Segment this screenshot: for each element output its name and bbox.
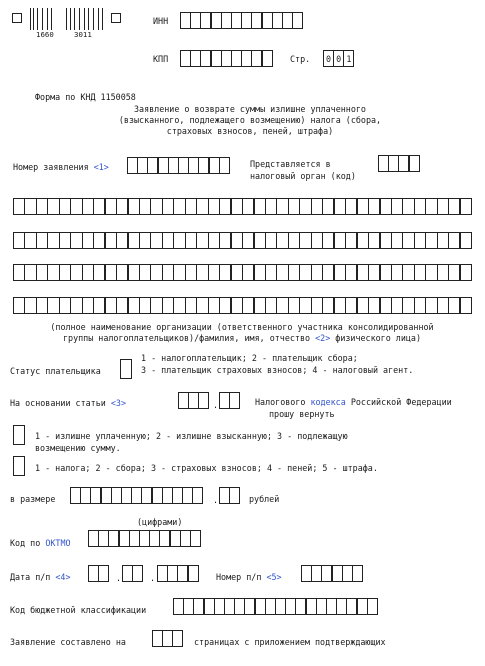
pages-label: Заявление составлено на (10, 637, 126, 647)
name-cell[interactable] (185, 232, 197, 249)
name-cell[interactable] (231, 297, 243, 314)
footnote-ref-4[interactable]: <4> (55, 572, 71, 582)
name-cell[interactable] (150, 232, 162, 249)
name-cell[interactable] (276, 232, 288, 249)
name-cell[interactable] (13, 198, 25, 215)
input-cell[interactable] (352, 565, 363, 582)
name-cell[interactable] (208, 232, 220, 249)
name-cell[interactable] (59, 264, 71, 281)
org-name-row-1[interactable] (13, 198, 471, 215)
footnote-ref-1[interactable]: <1> (93, 162, 109, 172)
name-cell[interactable] (185, 264, 197, 281)
name-cell[interactable] (70, 198, 82, 215)
name-cell[interactable] (254, 264, 266, 281)
name-cell[interactable] (208, 198, 220, 215)
name-cell[interactable] (299, 198, 311, 215)
name-cell[interactable] (128, 297, 140, 314)
payment-year-field[interactable] (157, 565, 198, 582)
name-cell[interactable] (47, 264, 59, 281)
name-cell[interactable] (208, 297, 220, 314)
date-separator-1: . (116, 573, 122, 583)
name-cell[interactable] (448, 264, 460, 281)
inn-field[interactable] (180, 12, 302, 29)
name-cell[interactable] (24, 264, 36, 281)
currency-label: рублей (249, 494, 280, 504)
input-cell[interactable] (229, 487, 240, 504)
name-cell[interactable] (414, 198, 426, 215)
input-cell[interactable] (229, 392, 240, 409)
name-cell[interactable] (437, 198, 449, 215)
refund-kind-options: 1 - излишне уплаченную; 2 - излишне взысканную; 3 - подлежащую возмещению сумму. (35, 431, 348, 453)
name-cell[interactable] (139, 198, 151, 215)
name-cell[interactable] (105, 232, 117, 249)
name-cell[interactable] (162, 297, 174, 314)
name-cell[interactable] (299, 297, 311, 314)
name-cell[interactable] (460, 232, 472, 249)
name-cell[interactable] (402, 232, 414, 249)
name-cell[interactable] (288, 264, 300, 281)
name-cell[interactable] (299, 264, 311, 281)
name-cell[interactable] (59, 297, 71, 314)
name-cell[interactable] (460, 264, 472, 281)
name-cell[interactable] (162, 264, 174, 281)
input-cell[interactable] (172, 630, 183, 647)
name-cell[interactable] (47, 297, 59, 314)
name-cell[interactable] (322, 232, 334, 249)
name-cell[interactable] (368, 297, 380, 314)
name-cell[interactable] (24, 297, 36, 314)
name-cell[interactable] (380, 232, 392, 249)
name-cell[interactable] (368, 232, 380, 249)
form-code: Форма по КНД 1150058 (35, 92, 136, 102)
payer-status-field[interactable] (120, 359, 132, 379)
name-cell[interactable] (334, 198, 346, 215)
name-cell[interactable] (13, 232, 25, 249)
name-cell[interactable] (311, 198, 323, 215)
name-cell[interactable] (82, 264, 94, 281)
input-cell[interactable] (409, 155, 420, 172)
name-cell[interactable] (196, 232, 208, 249)
name-cell[interactable] (425, 264, 437, 281)
kbk-field[interactable] (173, 598, 377, 615)
org-name-row-2[interactable] (13, 232, 471, 249)
page-digit-2: 0 (333, 50, 344, 67)
name-cell[interactable] (357, 297, 369, 314)
name-cell[interactable] (425, 297, 437, 314)
name-cell[interactable] (13, 297, 25, 314)
name-cell[interactable] (288, 232, 300, 249)
title-line-3: страховых взносов, пеней, штрафа) (166, 126, 334, 136)
name-cell[interactable] (139, 232, 151, 249)
barcode-number-right: 3011 (74, 30, 92, 39)
name-cell[interactable] (345, 264, 357, 281)
name-cell[interactable] (150, 264, 162, 281)
corner-marker-right (111, 13, 121, 23)
payment-date-label: Дата п/п <4> (10, 572, 71, 582)
input-cell[interactable] (192, 487, 203, 504)
page-digit-1: 0 (323, 50, 334, 67)
name-cell[interactable] (105, 297, 117, 314)
name-cell[interactable] (345, 297, 357, 314)
name-cell[interactable] (322, 297, 334, 314)
barcode-number-left: 1660 (36, 30, 54, 39)
payment-type-field[interactable] (13, 456, 25, 476)
input-cell[interactable] (132, 565, 143, 582)
name-cell[interactable] (311, 232, 323, 249)
name-cell[interactable] (265, 232, 277, 249)
name-cell[interactable] (70, 297, 82, 314)
inn-label: ИНН (153, 16, 169, 26)
name-cell[interactable] (93, 264, 105, 281)
page-digit-3: 1 (343, 50, 354, 67)
name-cell[interactable] (414, 232, 426, 249)
article-number-field[interactable] (178, 392, 209, 409)
oktmo-field[interactable] (88, 530, 200, 547)
name-cell[interactable] (254, 198, 266, 215)
input-cell[interactable] (198, 392, 209, 409)
name-cell[interactable] (299, 232, 311, 249)
name-cell[interactable] (242, 297, 254, 314)
name-cell[interactable] (265, 297, 277, 314)
name-cell[interactable] (231, 198, 243, 215)
application-number-label: Номер заявления <1> (13, 162, 109, 172)
name-cell[interactable] (448, 232, 460, 249)
name-cell[interactable] (368, 264, 380, 281)
input-cell[interactable] (98, 565, 109, 582)
article-separator: . (213, 400, 219, 410)
name-cell[interactable] (334, 297, 346, 314)
name-cell[interactable] (82, 198, 94, 215)
form-title (60, 104, 440, 137)
basis-text: Налогового кодекса Российской Федерации прошу вернуть (255, 397, 452, 419)
name-cell[interactable] (219, 232, 231, 249)
name-cell[interactable] (173, 232, 185, 249)
name-cell[interactable] (402, 297, 414, 314)
name-cell[interactable] (345, 232, 357, 249)
input-cell[interactable] (219, 157, 230, 174)
name-cell[interactable] (24, 232, 36, 249)
name-cell[interactable] (437, 297, 449, 314)
name-cell[interactable] (242, 264, 254, 281)
basis-label: На основании статьи <3> (10, 398, 126, 408)
page-label: Стр. (290, 54, 311, 64)
name-cell[interactable] (82, 232, 94, 249)
name-cell[interactable] (128, 232, 140, 249)
footnote-ref-2[interactable]: <2> (315, 333, 331, 343)
name-cell[interactable] (254, 297, 266, 314)
corner-marker-left (12, 13, 22, 23)
kbk-label: Код бюджетной классификации (10, 605, 147, 615)
name-cell[interactable] (391, 264, 403, 281)
name-cell[interactable] (357, 198, 369, 215)
name-cell[interactable] (93, 198, 105, 215)
name-cell[interactable] (116, 232, 128, 249)
payment-number-label: Номер п/п <5> (216, 572, 282, 582)
name-cell[interactable] (36, 297, 48, 314)
payment-day-field[interactable] (88, 565, 108, 582)
input-cell[interactable] (188, 565, 199, 582)
kpp-field[interactable] (180, 50, 272, 67)
name-cell[interactable] (380, 264, 392, 281)
input-cell[interactable] (292, 12, 303, 29)
name-cell[interactable] (36, 232, 48, 249)
name-cell[interactable] (311, 297, 323, 314)
article-part-field[interactable] (219, 392, 239, 409)
name-cell[interactable] (70, 264, 82, 281)
input-cell[interactable] (190, 530, 201, 547)
name-cell[interactable] (288, 297, 300, 314)
name-cell[interactable] (265, 264, 277, 281)
oktmo-label: Код по ОКТМО (10, 538, 71, 548)
page-number-field[interactable] (323, 50, 354, 67)
name-cell[interactable] (448, 297, 460, 314)
name-cell[interactable] (173, 264, 185, 281)
name-cell[interactable] (208, 264, 220, 281)
name-cell[interactable] (322, 198, 334, 215)
pages-count-field[interactable] (152, 630, 183, 647)
name-cell[interactable] (460, 297, 472, 314)
name-cell[interactable] (116, 198, 128, 215)
name-cell[interactable] (36, 264, 48, 281)
amount-caption: (цифрами) (137, 517, 183, 527)
name-cell[interactable] (105, 198, 117, 215)
name-cell[interactable] (254, 232, 266, 249)
input-cell[interactable] (262, 50, 273, 67)
org-name-row-4[interactable] (13, 297, 471, 314)
name-cell[interactable] (460, 198, 472, 215)
name-cell[interactable] (437, 264, 449, 281)
name-cell[interactable] (13, 264, 25, 281)
name-cell[interactable] (196, 297, 208, 314)
name-cell[interactable] (391, 297, 403, 314)
name-cell[interactable] (391, 232, 403, 249)
payer-status-label: Статус плательщика (10, 366, 101, 376)
name-cell[interactable] (116, 297, 128, 314)
name-cell[interactable] (425, 232, 437, 249)
name-cell[interactable] (391, 198, 403, 215)
name-cell[interactable] (173, 198, 185, 215)
date-separator-2: . (150, 573, 156, 583)
name-cell[interactable] (128, 264, 140, 281)
name-cell[interactable] (276, 297, 288, 314)
name-cell[interactable] (219, 198, 231, 215)
title-line-2: (взысканного, подлежащего возмещению) налога (сбора, (118, 115, 382, 125)
footnote-ref-3[interactable]: <3> (110, 398, 126, 408)
name-cell[interactable] (357, 264, 369, 281)
name-cell[interactable] (380, 297, 392, 314)
name-cell[interactable] (150, 198, 162, 215)
name-cell[interactable] (242, 232, 254, 249)
amount-label: в размере (10, 494, 56, 504)
payer-status-options: 1 - налогоплательщик; 2 - плательщик сбора; 3 - плательщик страховых взносов; 4 - налоговый агент. (141, 353, 414, 375)
payment-type-options: 1 - налога; 2 - сбора; 3 - страховых взносов; 4 - пеней; 5 - штрафа. (35, 463, 378, 473)
name-cell[interactable] (414, 297, 426, 314)
name-cell[interactable] (128, 198, 140, 215)
name-cell[interactable] (82, 297, 94, 314)
name-cell[interactable] (24, 198, 36, 215)
name-cell[interactable] (288, 198, 300, 215)
name-cell[interactable] (185, 297, 197, 314)
name-cell[interactable] (322, 264, 334, 281)
tax-authority-label: Представляется в налоговый орган (код) (250, 159, 356, 181)
application-number-field[interactable] (127, 157, 229, 174)
name-cell[interactable] (105, 264, 117, 281)
name-cell[interactable] (36, 198, 48, 215)
name-cell[interactable] (93, 297, 105, 314)
name-cell[interactable] (47, 198, 59, 215)
name-cell[interactable] (59, 232, 71, 249)
name-cell[interactable] (139, 264, 151, 281)
tax-code-link[interactable]: кодекса (310, 397, 346, 407)
name-cell[interactable] (150, 297, 162, 314)
org-name-row-3[interactable] (13, 264, 471, 281)
amount-separator: . (213, 495, 219, 505)
name-cell[interactable] (334, 264, 346, 281)
name-cell[interactable] (185, 198, 197, 215)
name-cell[interactable] (59, 198, 71, 215)
name-cell[interactable] (162, 232, 174, 249)
name-cell[interactable] (345, 198, 357, 215)
name-cell[interactable] (414, 264, 426, 281)
name-cell[interactable] (402, 264, 414, 281)
name-cell[interactable] (231, 264, 243, 281)
name-cell[interactable] (425, 198, 437, 215)
payment-month-field[interactable] (122, 565, 142, 582)
refund-kind-field[interactable] (13, 425, 25, 445)
org-name-caption: (полное наименование организации (ответственного участника консолидированной группы налогоплательщиков)/фамилия, имя, отчество <2> физического лица) (50, 322, 434, 343)
name-cell[interactable] (276, 264, 288, 281)
title-line-1: Заявление о возврате суммы излишне уплаченного (134, 104, 366, 114)
name-cell[interactable] (47, 232, 59, 249)
name-cell[interactable] (368, 198, 380, 215)
name-cell[interactable] (196, 198, 208, 215)
name-cell[interactable] (116, 264, 128, 281)
oktmo-link[interactable]: ОКТМО (45, 538, 71, 548)
name-cell[interactable] (242, 198, 254, 215)
name-cell[interactable] (276, 198, 288, 215)
name-cell[interactable] (219, 297, 231, 314)
payment-number-field[interactable] (301, 565, 362, 582)
name-cell[interactable] (139, 297, 151, 314)
input-cell[interactable] (367, 598, 378, 615)
name-cell[interactable] (448, 198, 460, 215)
name-cell[interactable] (196, 264, 208, 281)
name-cell[interactable] (265, 198, 277, 215)
name-cell[interactable] (311, 264, 323, 281)
name-cell[interactable] (173, 297, 185, 314)
name-cell[interactable] (380, 198, 392, 215)
amount-kopecks-field[interactable] (219, 487, 239, 504)
amount-rubles-field[interactable] (70, 487, 203, 504)
name-cell[interactable] (231, 232, 243, 249)
name-cell[interactable] (437, 232, 449, 249)
kpp-label: КПП (153, 54, 169, 64)
name-cell[interactable] (402, 198, 414, 215)
barcode (28, 8, 104, 39)
name-cell[interactable] (93, 232, 105, 249)
name-cell[interactable] (162, 198, 174, 215)
pages-attachment-text: страницах с приложением подтверждающих (194, 637, 386, 647)
name-cell[interactable] (334, 232, 346, 249)
footnote-ref-5[interactable]: <5> (266, 572, 282, 582)
name-cell[interactable] (70, 232, 82, 249)
name-cell[interactable] (357, 232, 369, 249)
name-cell[interactable] (219, 264, 231, 281)
tax-authority-code-field[interactable] (378, 155, 419, 172)
